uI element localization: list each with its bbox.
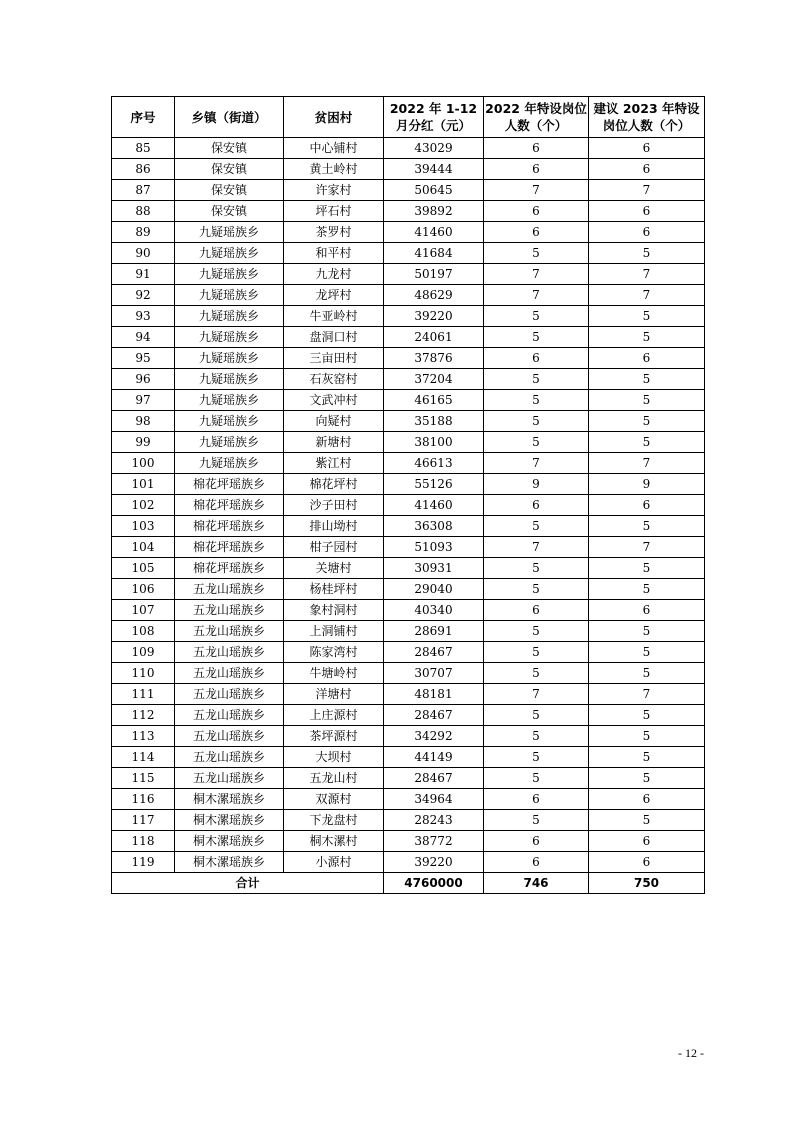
cell-township: 九疑瑶族乡 [175, 285, 284, 306]
header-posts-2022: 2022 年特设岗位人数（个） [484, 97, 589, 138]
cell-township: 五龙山瑶族乡 [175, 600, 284, 621]
table-row [112, 726, 705, 747]
cell-index: 92 [112, 285, 175, 306]
cell-dividend: 46165 [384, 390, 484, 411]
cell-index: 113 [112, 726, 175, 747]
cell-village: 牛塘岭村 [284, 663, 384, 684]
table-row [112, 264, 705, 285]
cell-village: 坪石村 [284, 201, 384, 222]
cell-village: 和平村 [284, 243, 384, 264]
cell-dividend: 40340 [384, 600, 484, 621]
cell-dividend: 28243 [384, 810, 484, 831]
cell-dividend: 37876 [384, 348, 484, 369]
cell-posts-2023: 5 [589, 390, 705, 411]
cell-index: 87 [112, 180, 175, 201]
table-row [112, 579, 705, 600]
cell-village: 石灰窑村 [284, 369, 384, 390]
cell-dividend: 41684 [384, 243, 484, 264]
cell-dividend: 51093 [384, 537, 484, 558]
cell-index: 89 [112, 222, 175, 243]
cell-dividend: 38100 [384, 432, 484, 453]
table-row [112, 516, 705, 537]
cell-posts-2023: 7 [589, 684, 705, 705]
cell-posts-2023: 5 [589, 642, 705, 663]
table-row [112, 180, 705, 201]
cell-posts-2022: 6 [484, 201, 589, 222]
cell-posts-2022: 5 [484, 411, 589, 432]
cell-village: 杨桂坪村 [284, 579, 384, 600]
total-row [112, 873, 705, 894]
cell-dividend: 35188 [384, 411, 484, 432]
cell-posts-2022: 6 [484, 789, 589, 810]
cell-township: 九疑瑶族乡 [175, 411, 284, 432]
cell-index: 119 [112, 852, 175, 873]
cell-township: 五龙山瑶族乡 [175, 684, 284, 705]
cell-posts-2022: 6 [484, 831, 589, 852]
table-row [112, 810, 705, 831]
cell-index: 98 [112, 411, 175, 432]
cell-posts-2022: 5 [484, 579, 589, 600]
table-row [112, 327, 705, 348]
cell-township: 五龙山瑶族乡 [175, 642, 284, 663]
table-row [112, 705, 705, 726]
cell-posts-2023: 7 [589, 537, 705, 558]
cell-dividend: 30707 [384, 663, 484, 684]
table-row [112, 390, 705, 411]
cell-township: 五龙山瑶族乡 [175, 705, 284, 726]
cell-posts-2023: 7 [589, 285, 705, 306]
cell-posts-2022: 5 [484, 768, 589, 789]
cell-dividend: 30931 [384, 558, 484, 579]
total-label: 合计 [112, 873, 384, 894]
table-row [112, 831, 705, 852]
cell-index: 86 [112, 159, 175, 180]
cell-village: 大坝村 [284, 747, 384, 768]
cell-village: 中心铺村 [284, 138, 384, 159]
table-row [112, 432, 705, 453]
cell-village: 三亩田村 [284, 348, 384, 369]
cell-posts-2023: 5 [589, 663, 705, 684]
cell-township: 棉花坪瑶族乡 [175, 495, 284, 516]
table-row [112, 222, 705, 243]
table-row [112, 852, 705, 873]
cell-township: 棉花坪瑶族乡 [175, 558, 284, 579]
cell-index: 101 [112, 474, 175, 495]
dividend-table [111, 96, 705, 894]
cell-posts-2022: 7 [484, 180, 589, 201]
cell-dividend: 36308 [384, 516, 484, 537]
cell-index: 109 [112, 642, 175, 663]
table-row [112, 558, 705, 579]
cell-posts-2022: 6 [484, 495, 589, 516]
cell-township: 保安镇 [175, 159, 284, 180]
cell-index: 85 [112, 138, 175, 159]
cell-posts-2022: 7 [484, 453, 589, 474]
table-row [112, 768, 705, 789]
cell-dividend: 28691 [384, 621, 484, 642]
cell-index: 88 [112, 201, 175, 222]
cell-dividend: 39444 [384, 159, 484, 180]
header-posts-2023: 建议 2023 年特设岗位人数（个） [589, 97, 705, 138]
cell-index: 106 [112, 579, 175, 600]
cell-village: 洋塘村 [284, 684, 384, 705]
cell-township: 九疑瑶族乡 [175, 306, 284, 327]
table-row [112, 621, 705, 642]
cell-posts-2023: 7 [589, 264, 705, 285]
cell-dividend: 41460 [384, 222, 484, 243]
cell-posts-2023: 6 [589, 495, 705, 516]
cell-village: 小源村 [284, 852, 384, 873]
cell-dividend: 41460 [384, 495, 484, 516]
header-index: 序号 [112, 97, 175, 138]
cell-posts-2022: 5 [484, 642, 589, 663]
cell-index: 103 [112, 516, 175, 537]
cell-posts-2022: 7 [484, 684, 589, 705]
cell-village: 牛亚岭村 [284, 306, 384, 327]
cell-village: 许家村 [284, 180, 384, 201]
cell-posts-2023: 5 [589, 243, 705, 264]
cell-index: 93 [112, 306, 175, 327]
cell-township: 九疑瑶族乡 [175, 264, 284, 285]
cell-posts-2023: 5 [589, 516, 705, 537]
cell-dividend: 50645 [384, 180, 484, 201]
header-dividend: 2022 年 1-12 月分红（元） [384, 97, 484, 138]
cell-township: 桐木漯瑶族乡 [175, 852, 284, 873]
cell-village: 双源村 [284, 789, 384, 810]
cell-posts-2023: 6 [589, 831, 705, 852]
cell-dividend: 24061 [384, 327, 484, 348]
table-row [112, 789, 705, 810]
cell-posts-2023: 5 [589, 432, 705, 453]
table-row [112, 474, 705, 495]
cell-index: 110 [112, 663, 175, 684]
table-row [112, 201, 705, 222]
cell-dividend: 34292 [384, 726, 484, 747]
cell-village: 象村洞村 [284, 600, 384, 621]
cell-township: 五龙山瑶族乡 [175, 663, 284, 684]
cell-village: 棉花坪村 [284, 474, 384, 495]
cell-posts-2023: 7 [589, 180, 705, 201]
cell-index: 117 [112, 810, 175, 831]
cell-township: 桐木漯瑶族乡 [175, 810, 284, 831]
cell-posts-2023: 5 [589, 810, 705, 831]
cell-posts-2022: 5 [484, 327, 589, 348]
cell-village: 盘洞口村 [284, 327, 384, 348]
cell-township: 五龙山瑶族乡 [175, 747, 284, 768]
cell-posts-2023: 6 [589, 222, 705, 243]
cell-index: 96 [112, 369, 175, 390]
cell-township: 保安镇 [175, 201, 284, 222]
cell-index: 112 [112, 705, 175, 726]
cell-township: 九疑瑶族乡 [175, 243, 284, 264]
table-row [112, 684, 705, 705]
cell-township: 桐木漯瑶族乡 [175, 789, 284, 810]
cell-township: 棉花坪瑶族乡 [175, 537, 284, 558]
cell-posts-2022: 6 [484, 348, 589, 369]
cell-posts-2022: 5 [484, 810, 589, 831]
cell-posts-2022: 7 [484, 264, 589, 285]
cell-posts-2022: 5 [484, 663, 589, 684]
cell-posts-2022: 6 [484, 600, 589, 621]
cell-index: 116 [112, 789, 175, 810]
cell-index: 114 [112, 747, 175, 768]
cell-township: 九疑瑶族乡 [175, 453, 284, 474]
table-body [112, 138, 705, 873]
cell-posts-2022: 6 [484, 138, 589, 159]
header-village: 贫困村 [284, 97, 384, 138]
cell-dividend: 43029 [384, 138, 484, 159]
cell-village: 新塘村 [284, 432, 384, 453]
table-row [112, 642, 705, 663]
cell-village: 沙子田村 [284, 495, 384, 516]
cell-index: 108 [112, 621, 175, 642]
cell-dividend: 55126 [384, 474, 484, 495]
table-row [112, 747, 705, 768]
table-row [112, 243, 705, 264]
table-row [112, 537, 705, 558]
cell-village: 茶坪源村 [284, 726, 384, 747]
total-posts-2022: 746 [484, 873, 589, 894]
cell-posts-2022: 5 [484, 306, 589, 327]
cell-dividend: 39220 [384, 852, 484, 873]
cell-posts-2022: 5 [484, 516, 589, 537]
cell-posts-2023: 6 [589, 201, 705, 222]
cell-village: 向疑村 [284, 411, 384, 432]
cell-posts-2023: 5 [589, 705, 705, 726]
cell-posts-2023: 7 [589, 453, 705, 474]
table-header-row [112, 97, 705, 138]
cell-posts-2023: 6 [589, 159, 705, 180]
cell-village: 五龙山村 [284, 768, 384, 789]
cell-index: 115 [112, 768, 175, 789]
cell-township: 九疑瑶族乡 [175, 432, 284, 453]
cell-village: 紫江村 [284, 453, 384, 474]
cell-village: 上庄源村 [284, 705, 384, 726]
page-number: - 12 - [678, 1046, 704, 1060]
total-posts-2023: 750 [589, 873, 705, 894]
cell-index: 104 [112, 537, 175, 558]
cell-village: 下龙盘村 [284, 810, 384, 831]
cell-township: 棉花坪瑶族乡 [175, 516, 284, 537]
table-row [112, 306, 705, 327]
cell-dividend: 44149 [384, 747, 484, 768]
total-dividend: 4760000 [384, 873, 484, 894]
cell-village: 柑子园村 [284, 537, 384, 558]
table-row [112, 600, 705, 621]
cell-posts-2022: 5 [484, 705, 589, 726]
table-row [112, 411, 705, 432]
cell-posts-2022: 5 [484, 243, 589, 264]
cell-dividend: 34964 [384, 789, 484, 810]
cell-index: 97 [112, 390, 175, 411]
cell-dividend: 50197 [384, 264, 484, 285]
cell-dividend: 28467 [384, 705, 484, 726]
table-row [112, 159, 705, 180]
cell-township: 九疑瑶族乡 [175, 327, 284, 348]
cell-index: 111 [112, 684, 175, 705]
cell-township: 保安镇 [175, 180, 284, 201]
cell-posts-2023: 5 [589, 579, 705, 600]
cell-posts-2022: 5 [484, 747, 589, 768]
cell-dividend: 46613 [384, 453, 484, 474]
cell-posts-2023: 5 [589, 726, 705, 747]
cell-posts-2023: 5 [589, 747, 705, 768]
header-township: 乡镇（街道） [175, 97, 284, 138]
table-row [112, 138, 705, 159]
cell-dividend: 38772 [384, 831, 484, 852]
cell-posts-2022: 5 [484, 621, 589, 642]
cell-posts-2022: 5 [484, 558, 589, 579]
cell-index: 95 [112, 348, 175, 369]
cell-township: 五龙山瑶族乡 [175, 768, 284, 789]
cell-index: 91 [112, 264, 175, 285]
cell-index: 94 [112, 327, 175, 348]
cell-posts-2022: 5 [484, 726, 589, 747]
cell-posts-2023: 5 [589, 558, 705, 579]
table-row [112, 453, 705, 474]
cell-township: 五龙山瑶族乡 [175, 621, 284, 642]
cell-posts-2022: 6 [484, 222, 589, 243]
cell-village: 文武冲村 [284, 390, 384, 411]
cell-posts-2022: 6 [484, 852, 589, 873]
cell-village: 黄土岭村 [284, 159, 384, 180]
cell-dividend: 39892 [384, 201, 484, 222]
cell-township: 九疑瑶族乡 [175, 348, 284, 369]
cell-posts-2023: 5 [589, 621, 705, 642]
cell-dividend: 39220 [384, 306, 484, 327]
cell-posts-2022: 7 [484, 285, 589, 306]
cell-posts-2023: 6 [589, 138, 705, 159]
cell-township: 桐木漯瑶族乡 [175, 831, 284, 852]
cell-posts-2023: 5 [589, 327, 705, 348]
cell-village: 茶罗村 [284, 222, 384, 243]
cell-posts-2023: 9 [589, 474, 705, 495]
table-row [112, 285, 705, 306]
cell-posts-2022: 6 [484, 159, 589, 180]
cell-index: 100 [112, 453, 175, 474]
cell-index: 105 [112, 558, 175, 579]
cell-dividend: 48181 [384, 684, 484, 705]
cell-posts-2023: 6 [589, 348, 705, 369]
cell-posts-2022: 9 [484, 474, 589, 495]
cell-index: 107 [112, 600, 175, 621]
cell-posts-2023: 5 [589, 369, 705, 390]
table-row [112, 495, 705, 516]
cell-township: 五龙山瑶族乡 [175, 726, 284, 747]
cell-dividend: 48629 [384, 285, 484, 306]
cell-township: 保安镇 [175, 138, 284, 159]
cell-dividend: 29040 [384, 579, 484, 600]
cell-village: 桐木漯村 [284, 831, 384, 852]
cell-posts-2022: 7 [484, 537, 589, 558]
cell-dividend: 28467 [384, 768, 484, 789]
cell-village: 上洞铺村 [284, 621, 384, 642]
cell-posts-2023: 6 [589, 852, 705, 873]
cell-posts-2022: 5 [484, 369, 589, 390]
cell-dividend: 28467 [384, 642, 484, 663]
cell-index: 102 [112, 495, 175, 516]
cell-posts-2022: 5 [484, 390, 589, 411]
cell-posts-2022: 5 [484, 432, 589, 453]
cell-posts-2023: 6 [589, 789, 705, 810]
cell-index: 99 [112, 432, 175, 453]
cell-dividend: 37204 [384, 369, 484, 390]
cell-township: 九疑瑶族乡 [175, 390, 284, 411]
cell-posts-2023: 5 [589, 411, 705, 432]
cell-index: 90 [112, 243, 175, 264]
cell-village: 九龙村 [284, 264, 384, 285]
cell-posts-2023: 6 [589, 600, 705, 621]
cell-village: 龙坪村 [284, 285, 384, 306]
cell-posts-2023: 5 [589, 306, 705, 327]
cell-township: 九疑瑶族乡 [175, 222, 284, 243]
table-row [112, 348, 705, 369]
table-row [112, 663, 705, 684]
cell-index: 118 [112, 831, 175, 852]
cell-posts-2023: 5 [589, 768, 705, 789]
cell-township: 九疑瑶族乡 [175, 369, 284, 390]
cell-township: 棉花坪瑶族乡 [175, 474, 284, 495]
cell-village: 陈家湾村 [284, 642, 384, 663]
cell-village: 关塘村 [284, 558, 384, 579]
cell-township: 五龙山瑶族乡 [175, 579, 284, 600]
cell-village: 排山坳村 [284, 516, 384, 537]
table-row [112, 369, 705, 390]
